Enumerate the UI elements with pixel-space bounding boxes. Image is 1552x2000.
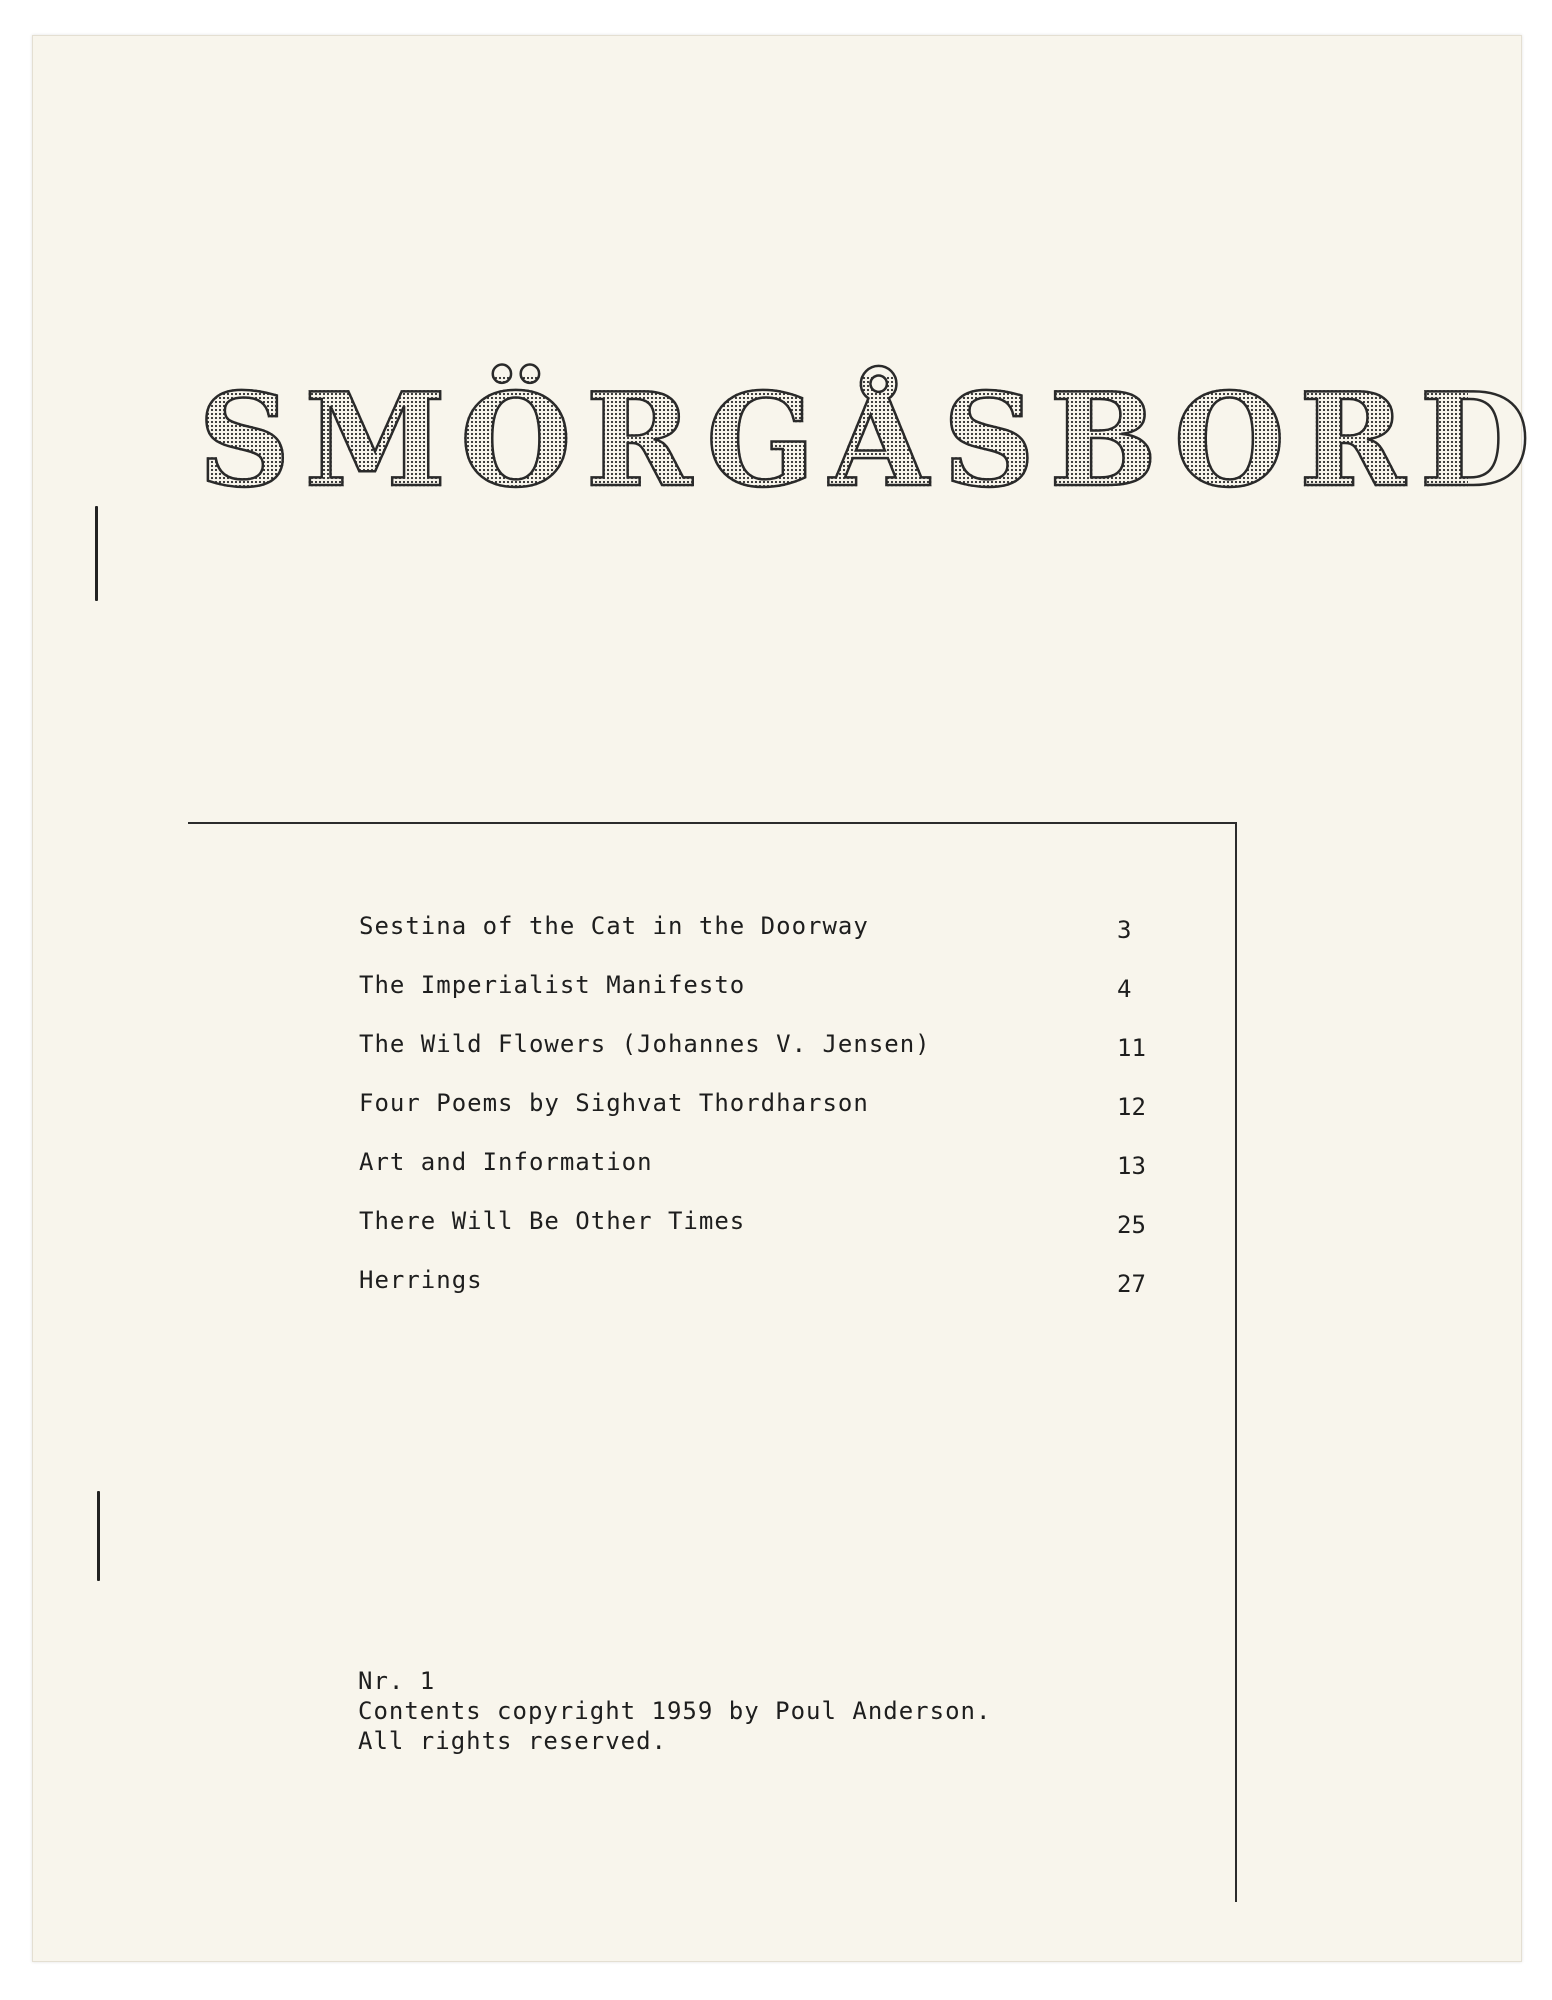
issue-number: Nr. 1 [358, 1667, 436, 1695]
colophon [358, 1666, 991, 1756]
toc-entry-title: Sestina of the Cat in the Doorway [359, 912, 869, 940]
contents-border-right [1235, 822, 1237, 1902]
magazine-title: SMÖRGÅSBORD [198, 366, 1545, 516]
toc-entry-title: The Wild Flowers (Johannes V. Jensen) [359, 1030, 931, 1058]
table-of-contents [359, 912, 1189, 1325]
staple-top [95, 506, 98, 601]
toc-entry-page: 4 [1117, 975, 1132, 1003]
toc-entry [359, 1207, 1189, 1266]
copyright-notice: Contents copyright 1959 by Poul Anderson. [358, 1697, 992, 1725]
toc-entry [359, 1266, 1189, 1325]
toc-entry-title: Herrings [359, 1266, 483, 1294]
toc-entry-page: 25 [1117, 1211, 1146, 1239]
toc-entry [359, 1089, 1189, 1148]
staple-bottom [97, 1491, 100, 1581]
toc-entry-page: 13 [1117, 1152, 1146, 1180]
toc-entry-title: Four Poems by Sighvat Thordharson [359, 1089, 869, 1117]
toc-entry [359, 912, 1189, 971]
toc-entry [359, 1148, 1189, 1207]
toc-entry [359, 1030, 1189, 1089]
toc-entry-page: 12 [1117, 1093, 1146, 1121]
toc-entry-page: 3 [1117, 916, 1132, 944]
rights-notice: All rights reserved. [358, 1727, 667, 1755]
toc-entry [359, 971, 1189, 1030]
toc-entry-title: Art and Information [359, 1148, 653, 1176]
toc-entry-page: 11 [1117, 1034, 1146, 1062]
zine-cover-page [32, 35, 1545, 1962]
toc-entry-title: There Will Be Other Times [359, 1207, 746, 1235]
toc-entry-page: 27 [1117, 1270, 1146, 1298]
contents-border-top [188, 822, 1236, 824]
toc-entry-title: The Imperialist Manifesto [359, 971, 746, 999]
